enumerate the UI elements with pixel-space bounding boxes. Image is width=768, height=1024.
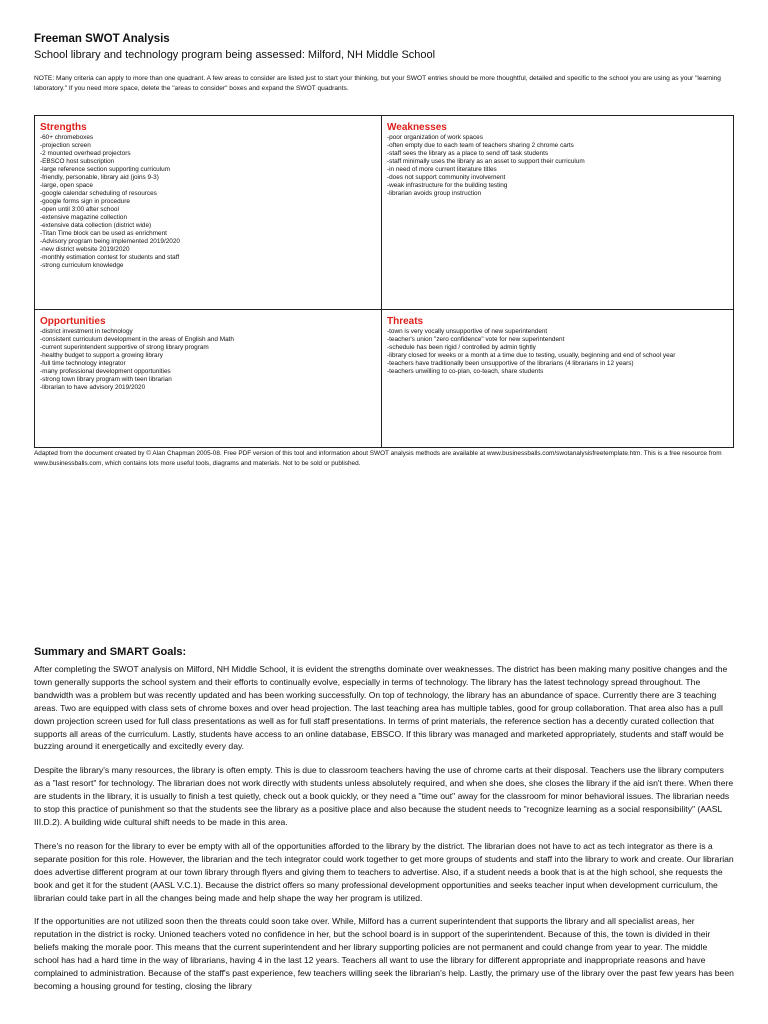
swot-list-item: -large reference section supporting curriculum xyxy=(40,166,171,173)
document-header xyxy=(34,32,736,93)
swot-list-item: -weak infrastructure for the building testing xyxy=(387,182,508,189)
swot-list-item: -Titan Time block can be used as enrichment xyxy=(40,230,167,237)
swot-list-item: -librarian avoids group instruction xyxy=(387,190,482,197)
summary-paragraph: Despite the library's many resources, the library is often empty. This is due to classroom teachers having the use of chrome carts at their disposal. Teachers use the library computers as a "last resort" for technology. The librarian does not work directly with students unless absolutely required, and when she does, she closes the library if the aid isn't there. When there are students in the library, it is usually to finish a test quietly, check out a book quickly, or they need a "time out" away for the classroom for minor behavioral issues. The librarian needs to stop this practice of punishment so that the students see the library as a positive place and also because the student needs to "recognize learning as a social responsibility" (AASL III.D.2). A building wide cultural shift needs to be made in this area. xyxy=(34,765,734,827)
swot-list-item: -many professional development opportunities xyxy=(40,368,171,375)
threats-list xyxy=(387,328,728,376)
summary-section xyxy=(34,646,734,1004)
threats-quadrant xyxy=(382,310,733,447)
swot-list-item: -strong curriculum knowledge xyxy=(40,262,124,269)
swot-list-item: -teachers have traditionally been unsupportive of the librarians (4 librarians in 12 years) xyxy=(387,360,634,367)
instructions-note: NOTE: Many criteria can apply to more than one quadrant. A few areas to consider are listed just to start your thinking, but your SWOT entries should be more thoughtful, detailed and specific to the school you are using as your "learning laboratory." If you need more space, delete the "areas to consider" boxes and expand the SWOT quadrants. xyxy=(34,75,721,92)
swot-list-item: -2 mounted overhead projectors xyxy=(40,150,131,157)
swot-list-item: -friendly, personable, library aid (joins 9-3) xyxy=(40,174,159,181)
weaknesses-list xyxy=(387,134,728,198)
swot-grid xyxy=(34,115,734,448)
swot-list-item: -EBSCO host subscription xyxy=(40,158,115,165)
summary-paragraph: If the opportunities are not utilized soon then the threats could soon take over. While, Milford has a current superintendent that supports the library and all specialist areas, her reputation in the district is rocky. Unioned teachers voted no confidence in her, but the school board is in support of the superintendent. Because of this, the town is divided in their beliefs making the morale poor. This means that the current superintendent and her library supporting policies are not permanent and could change from year to year. The middle school has had a hard time in the way of librarians, having 4 in the last 12 years. Teachers all want to use the library for different appropriate and inappropriate reasons and have complained to administration. Because of the staff's past experience, few teachers willing seek the librarian's help. Lastly, the primary use of the library over the past few years has been becoming a housing ground for testing, closing the library xyxy=(34,916,734,991)
swot-list-item: -often empty due to each team of teachers sharing 2 chrome carts xyxy=(387,142,574,149)
swot-list-item: -strong town library program with teen librarian xyxy=(40,376,172,383)
swot-list-item: -Advisory program being implemented 2019/2020 xyxy=(40,238,180,245)
swot-list-item: -google calendar scheduling of resources xyxy=(40,190,157,197)
swot-list-item: -extensive data collection (district wide) xyxy=(40,222,152,229)
swot-list-item: -full time technology integrator xyxy=(40,360,126,367)
swot-list-item: -schedule has been rigid / controlled by admin tightly xyxy=(387,344,536,351)
strengths-quadrant xyxy=(35,116,382,310)
swot-list-item: -library closed for weeks or a month at a time due to testing, usually, beginning and end of school year xyxy=(387,352,676,359)
swot-list-item: -consistent curriculum development in the areas of English and Math xyxy=(40,336,234,343)
swot-list-item: -current superintendent supportive of strong library program xyxy=(40,344,209,351)
source-credit: Adapted from the document created by © Alan Chapman 2005-08. Free PDF version of this tool and information about SWOT analysis methods are available at www.businessballs.com/swotanalysisfreetemplate.htm. This is a free resource from www.businessballs.com, which contains lots more useful tools, diagrams and materials. Not to be sold or published. xyxy=(34,450,722,467)
document-title: Freeman SWOT Analysis xyxy=(34,33,170,45)
opportunities-quadrant xyxy=(35,310,382,447)
swot-list-item: -healthy budget to support a growing library xyxy=(40,352,163,359)
summary-paragraph: After completing the SWOT analysis on Milford, NH Middle School, it is evident the strengths dominate over weaknesses. The district has been making many positive changes and the town generally supports the school system and their efforts to continually evolve, especially in terms of technology. The library has the latest technology spread throughout. The bandwidth was a problem but was recently updated and has been working successfully. On top of technology, the library has an abundance of space. Currently there are 3 teaching areas. Two are equipped with class sets of chrome boxes and over head projection. The last teaching area has multiple tables, good for group collaboration. That area also has a pull down projection screen used for full class presentations as well as for full staff presentations. In terms of print materials, the reference section has a decently curated collection that supports all areas of the curriculum. Lastly, students have access to an online database, EBSCO. If this library was managed and marketed appropriately, students and staff would be buzzing around it energetically and excitedly every day. xyxy=(34,664,728,752)
swot-list-item: -in need of more current literature titles xyxy=(387,166,497,173)
swot-list-item: -staff minimally uses the library as an asset to support their curriculum xyxy=(387,158,585,165)
swot-list-item: -teachers unwilling to co-plan, co-teach, share students xyxy=(387,368,544,375)
swot-list-item: -teacher's union "zero confidence" vote for new superintendent xyxy=(387,336,565,343)
swot-list-item: -60+ chromeboxes xyxy=(40,134,94,141)
swot-list-item: -does not support community involvement xyxy=(387,174,506,181)
swot-list-item: -new district website 2019/2020 xyxy=(40,246,130,253)
swot-list-item: -librarian to have advisory 2019/2020 xyxy=(40,384,146,391)
opportunities-heading: Opportunities xyxy=(40,316,106,327)
swot-list-item: -poor organization of work spaces xyxy=(387,134,483,141)
strengths-heading: Strengths xyxy=(40,122,87,133)
opportunities-list xyxy=(40,328,376,392)
swot-list-item: -monthly estimation contest for students and staff xyxy=(40,254,180,261)
strengths-list xyxy=(40,134,376,270)
weaknesses-quadrant xyxy=(382,116,733,310)
swot-list-item: -open until 3:00 after school xyxy=(40,206,119,213)
swot-list-item: -google forms sign in procedure xyxy=(40,198,130,205)
swot-list-item: -district investment in technology xyxy=(40,328,133,335)
swot-list-item: -extensive magazine collection xyxy=(40,214,128,221)
summary-heading: Summary and SMART Goals: xyxy=(34,646,187,658)
document-subtitle: School library and technology program being assessed: Milford, NH Middle School xyxy=(34,49,436,61)
swot-list-item: -town is very vocally unsupportive of new superintendent xyxy=(387,328,548,335)
swot-list-item: -staff sees the library as a place to send off task students xyxy=(387,150,549,157)
swot-list-item: -projection screen xyxy=(40,142,91,149)
threats-heading: Threats xyxy=(387,316,424,327)
summary-paragraph: There's no reason for the library to ever be empty with all of the opportunities afforded to the library by the district. The librarian does not have to act as tech integrator as there is a separate position for this role. However, the librarian and the tech integrator could work together to get more groups of students and staff into the library to work and create. Our librarian does advertise different program at our town library through flyers and giving them to teachers to advertise. Also, if a student needs a book that is at the high school, she requests the book and get it for the student (AASL V.C.1). Because the district offers so many professional development opportunities and seeks teacher input when development curriculum, the librarian could take part in all the changes being made and help shape the way her program is utilized. xyxy=(34,840,734,903)
swot-list-item: -large, open space xyxy=(40,182,93,189)
weaknesses-heading: Weaknesses xyxy=(387,122,447,133)
